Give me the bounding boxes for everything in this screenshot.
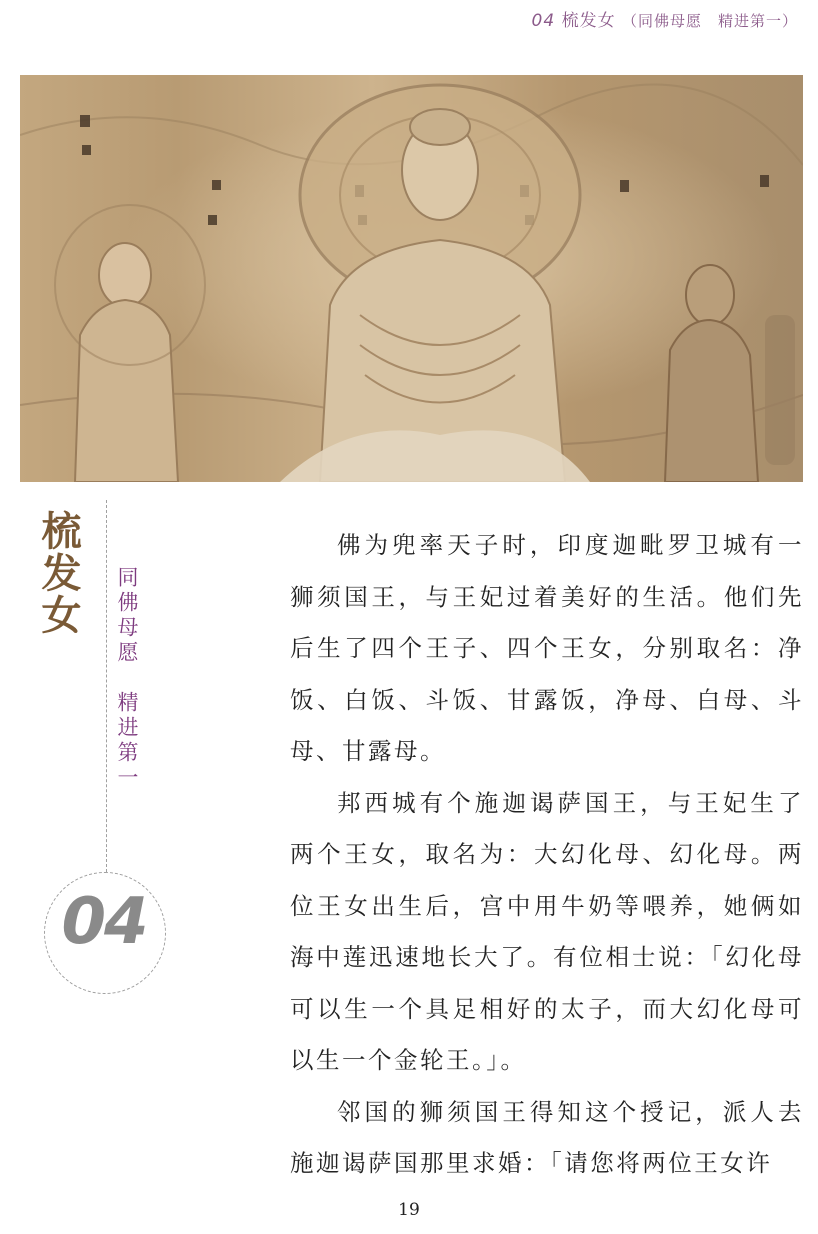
header-chapter-title: 梳发女	[561, 11, 616, 31]
header-chapter-number: 04	[531, 11, 556, 31]
body-text	[290, 520, 804, 1190]
paragraph: 邦西城有个施迦谒萨国王，与王妃生了两个王女，取名为：大幻化母、幻化母。两位王女出生后，宫中用牛奶等喂养，她俩如海中莲迅速地长大了。有位相士说：「幻化母可以生一个具足相好的太子，而大幻化母可以生一个金轮王。」。	[290, 788, 804, 1074]
buddha-statue-photo	[20, 75, 803, 482]
chapter-number: 04	[61, 885, 147, 959]
paragraph: 佛为兜率天子时，印度迦毗罗卫城有一狮须国王，与王妃过着美好的生活。他们先后生了四个王子、四个王女，分别取名：净饭、白饭、斗饭、甘露饭，净母、白母、斗母、甘露母。	[290, 531, 804, 765]
running-header	[532, 6, 798, 31]
chapter-title: 梳发女	[35, 510, 82, 636]
buddha-statue-illustration	[20, 75, 803, 482]
page-number: 19	[398, 1200, 420, 1220]
decorative-dashed-line	[106, 500, 107, 872]
paragraph: 邻国的狮须国王得知这个授记，派人去施迦谒萨国那里求婚：「请您将两位王女许	[290, 1097, 804, 1177]
header-chapter-subtitle: （同佛母愿 精进第一）	[621, 12, 798, 30]
chapter-subtitle: 同佛母愿 精进第一	[115, 566, 139, 791]
